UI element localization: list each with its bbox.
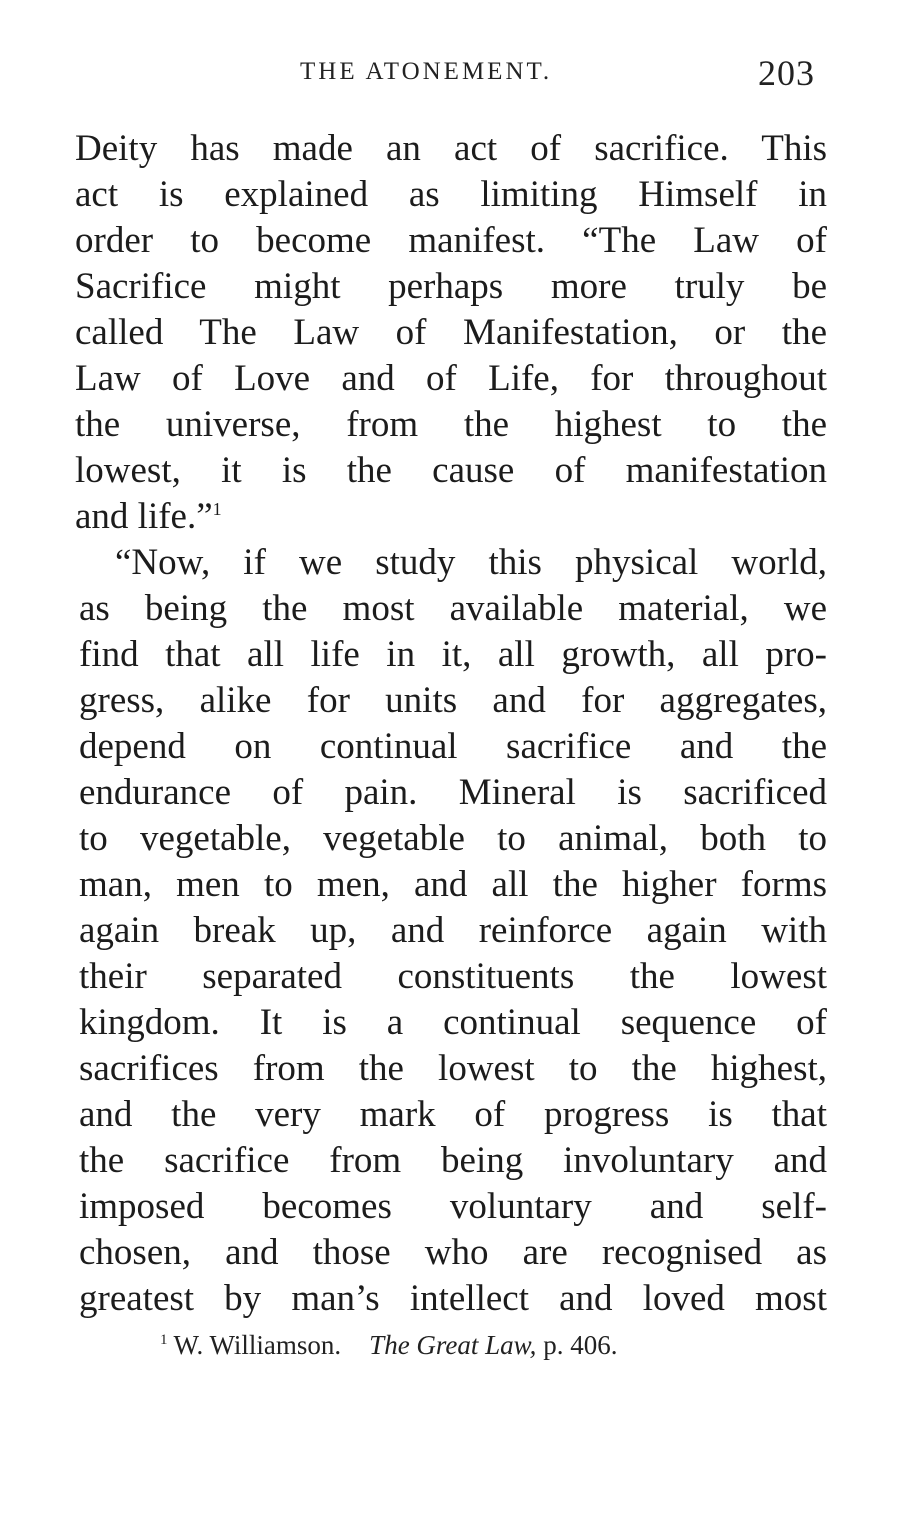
- footnote-marker: 1: [160, 1332, 168, 1348]
- page-number: 203: [758, 53, 815, 93]
- text-line: again break up, and reinforce again with: [79, 910, 827, 951]
- paragraph-start-line: “Now, if we study this physical world,: [115, 542, 827, 583]
- footnote-page: p. 406.: [543, 1330, 618, 1360]
- body-text: [75, 126, 827, 1322]
- text-line: called The Law of Manifestation, or the: [75, 312, 827, 353]
- text-line: endurance of pain. Mineral is sacrificed: [79, 772, 827, 813]
- text-line: to vegetable, vegetable to animal, both to: [79, 818, 827, 859]
- text-line: Deity has made an act of sacrifice. This: [75, 128, 827, 169]
- text-line: and life.”: [75, 496, 213, 537]
- text-line: sacrifices from the lowest to the highest,: [79, 1048, 827, 1089]
- text-line: their separated constituents the lowest: [79, 956, 827, 997]
- text-line: Sacrifice might perhaps more truly be: [75, 266, 827, 307]
- text-line: the universe, from the highest to the: [75, 404, 827, 445]
- text-line: gress, alike for units and for aggregates,: [79, 680, 827, 721]
- text-line: lowest, it is the cause of manifestation: [75, 450, 827, 491]
- text-line-with-note: [75, 494, 827, 540]
- text-line: depend on continual sacrifice and the: [79, 726, 827, 767]
- text-line: and the very mark of progress is that: [79, 1094, 827, 1135]
- text-line: the sacrifice from being involuntary and: [79, 1140, 827, 1181]
- running-head: [0, 52, 900, 92]
- text-line: kingdom. It is a continual sequence of: [79, 1002, 827, 1043]
- text-line: as being the most available material, we: [79, 588, 827, 629]
- text-line: imposed becomes voluntary and self-: [79, 1186, 827, 1227]
- text-line: act is explained as limiting Himself in: [75, 174, 827, 215]
- running-title: THE ATONEMENT.: [300, 58, 553, 85]
- text-line: find that all life in it, all growth, all pro-: [79, 634, 827, 675]
- footnote: [160, 1330, 617, 1361]
- footnote-author: W. Williamson.: [173, 1330, 342, 1360]
- text-line: chosen, and those who are recognised as: [79, 1232, 827, 1273]
- footnote-title: The Great Law,: [369, 1330, 537, 1360]
- text-line: man, men to men, and all the higher forms: [79, 864, 827, 905]
- text-line: order to become manifest. “The Law of: [75, 220, 827, 261]
- text-line: Law of Love and of Life, for throughout: [75, 358, 827, 399]
- text-line: greatest by man’s intellect and loved most: [79, 1278, 827, 1319]
- footnote-reference: 1: [212, 499, 222, 519]
